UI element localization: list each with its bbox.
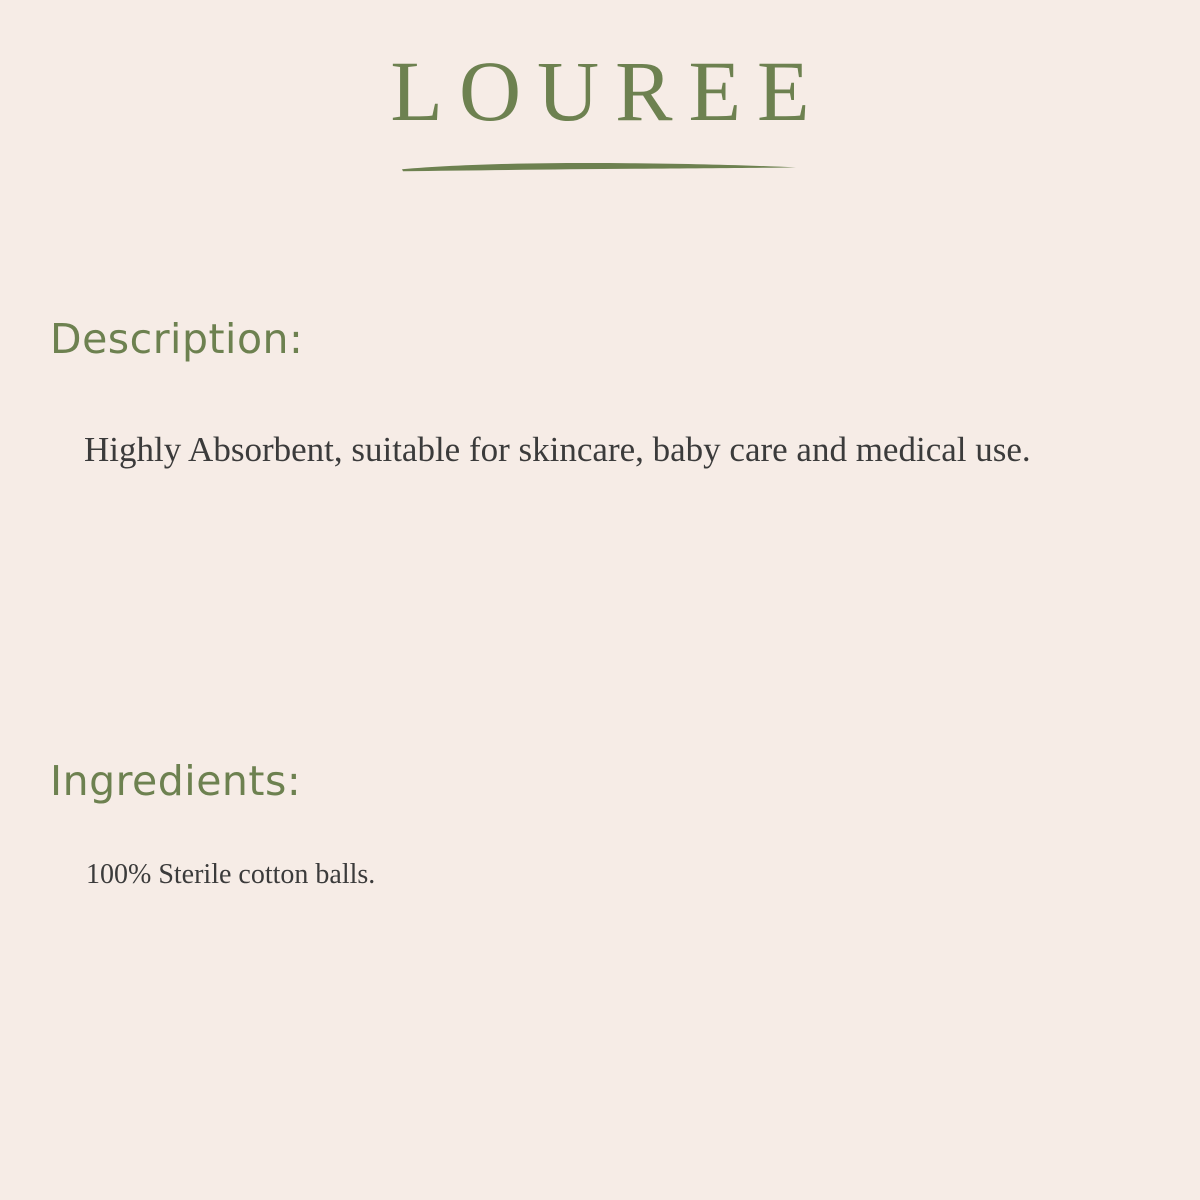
brand-name: LOUREE (390, 43, 826, 139)
ingredients-heading: Ingredients: (50, 757, 302, 805)
description-heading: Description: (50, 315, 304, 363)
ingredients-body: 100% Sterile cotton balls. (86, 859, 376, 890)
brush-stroke-divider-icon (400, 160, 800, 174)
brand-header (0, 43, 1200, 174)
description-body: Highly Absorbent, suitable for skincare, baby care and medical use. (84, 430, 1031, 469)
